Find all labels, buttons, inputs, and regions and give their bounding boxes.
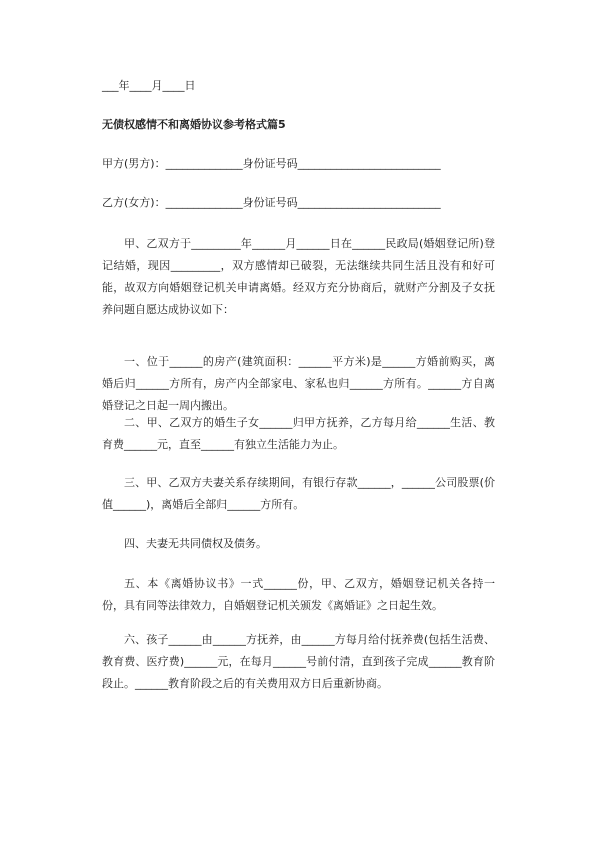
clause-6-child-support: 六、孩子______由______方抚养，由______方每月给付抚养费(包括生活费、教育费、医疗费)______元，在每月______号前付清，直到孩子完成______教育阶段止。______教育阶段之后的有关费用双方日后重新协商。 — [102, 633, 495, 690]
party-a-line: 甲方(男方)：______________身份证号码__________________________ — [102, 157, 441, 170]
date-line: ___年____月____日 — [102, 79, 196, 92]
clause-3-deposits-stocks: 三、甲、乙双方夫妻关系存续期间，有银行存款______，______公司股票(价值______)，离婚后全部归______方所有。 — [102, 476, 495, 511]
party-b-line: 乙方(女方)：______________身份证号码__________________________ — [102, 196, 441, 209]
document-title: 无债权感情不和离婚协议参考格式篇5 — [102, 118, 286, 131]
intro-paragraph: 甲、乙双方于_________年______月______日在______民政局(婚姻登记所)登记结婚，现因_________，双方感情却已破裂，无法继续共同生活且没有和好可能，故双方向婚姻登记机关申请离婚。经双方充分协商后，就财产分割及子女抚养问题自愿达成协议如下： — [102, 237, 495, 316]
clause-4-no-debts: 四、夫妻无共同债权及债务。 — [124, 537, 267, 550]
clause-1-property: 一、位于______的房产(建筑面积：______平方米)是______方婚前购买，离婚后归______方所有，房产内全部家电、家私也归______方所有。______方自离婚登记之日起一周内搬出。 — [102, 355, 495, 412]
clause-2-child-custody: 二、甲、乙双方的婚生子女______归甲方抚养，乙方每月给______生活、教育费______元，直至______有独立生活能力为止。 — [102, 416, 495, 451]
clause-5-copies-validity: 五、本《离婚协议书》一式______份，甲、乙双方，婚姻登记机关各持一份，具有同等法律效力，自婚姻登记机关颁发《离婚证》之日起生效。 — [102, 577, 495, 612]
